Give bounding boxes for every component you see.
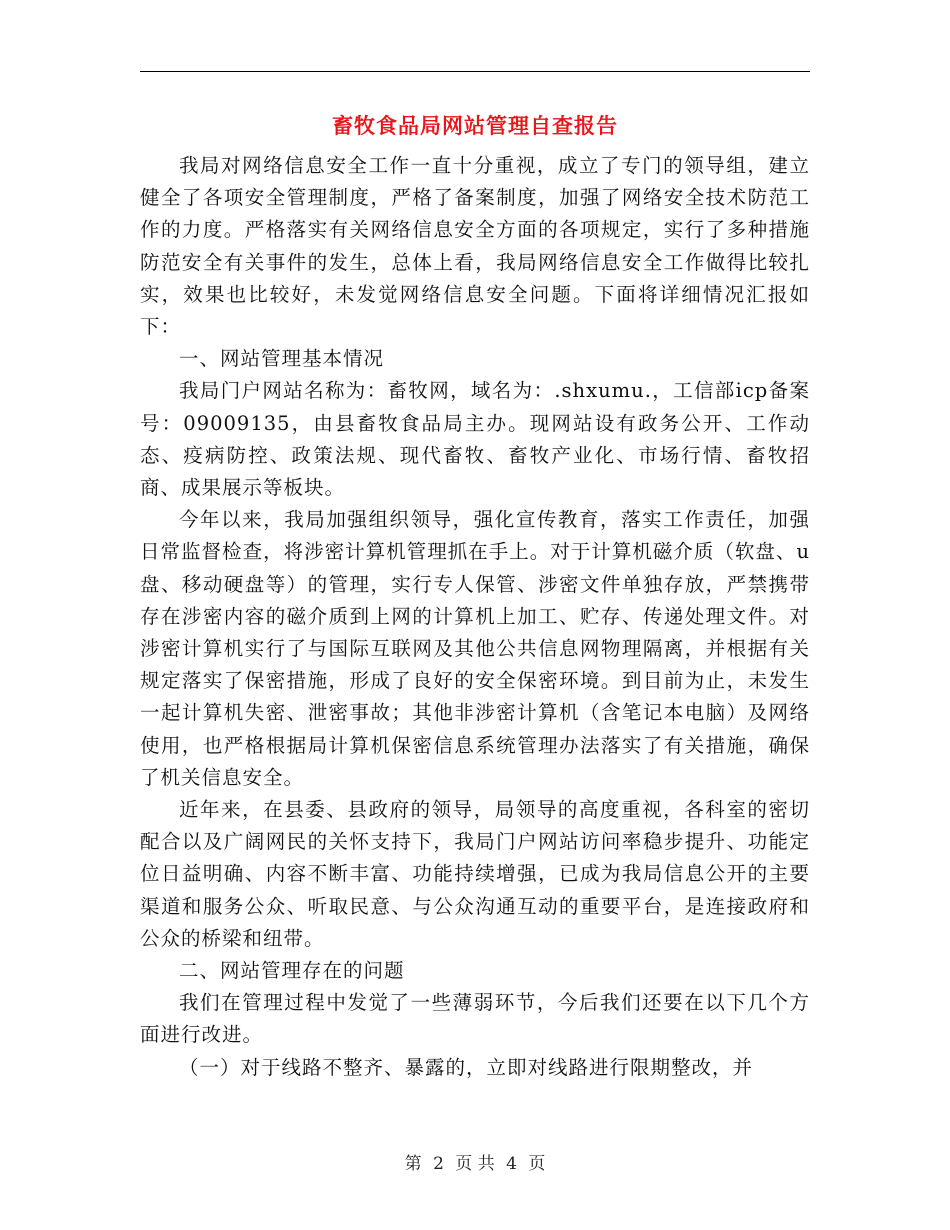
document-title: 畜牧食品局网站管理自查报告 [332,114,618,138]
page-number-total: 4 [506,1154,517,1174]
paragraph-security-management: 今年以来，我局加强组织领导，强化宣传教育，落实工作责任，加强日常监督检查，将涉密计算机管理抓在手上。对于计算机磁介质（软盘、u盘、移动硬盘等）的管理，实行专人保管、涉密文件单独存放，严禁携带存在涉密内容的磁介质到上网的计算机上加工、贮存、传递处理文件。对涉密计算机实行了与国际互联网及其他公共信息网物理隔离，并根据有关规定落实了保密措施，形成了良好的安全保密环境。到目前为止，未发生一起计算机失密、泄密事故；其他非涉密计算机（含笔记本电脑）及网络使用，也严格根据局计算机保密信息系统管理办法落实了有关措施，确保了机关信息安全。 [140,508,810,789]
page-label-prefix: 第 [404,1154,422,1174]
paragraph-item-1: （一）对于线路不整齐、暴露的，立即对线路进行限期整改，并 [179,1055,754,1079]
paragraph-weaknesses: 我们在管理过程中发觉了一些薄弱环节，今后我们还要在以下几个方面进行改进。 [140,991,810,1047]
paragraph-website-progress: 近年来，在县委、县政府的领导，局领导的高度重视，各科室的密切配合以及广阔网民的关怀支持下，我局门户网站访问率稳步提升、功能定位日益明确、内容不断丰富、功能持续增强，已成为我局信息公开的主要渠道和服务公众、听取民意、与公众沟通互动的重要平台，是连接政府和公众的桥梁和纽带。 [140,798,810,950]
section-heading-1: 一、网站管理基本情况 [179,347,385,371]
page-label-suffix: 页 [528,1154,546,1174]
paragraph-intro: 我局对网络信息安全工作一直十分重视，成立了专门的领导组，建立健全了各项安全管理制度，严格了备案制度，加强了网络安全技术防范工作的力度。严格落实有关网络信息安全方面的各项规定，实行了多种措施防范安全有关事件的发生，总体上看，我局网络信息安全工作做得比较扎实，效果也比较好，未发觉网络信息安全问题。下面将详细情况汇报如下： [140,154,810,339]
section-heading-2: 二、网站管理存在的问题 [179,959,405,983]
page-footer [0,1151,950,1177]
header-rule [140,71,810,72]
paragraph-website-info: 我局门户网站名称为：畜牧网，域名为：.shxumu.，工信部icp备案号：09009135，由县畜牧食品局主办。现网站设有政务公开、工作动态、疫病防控、政策法规、现代畜牧、畜牧产业化、市场行情、畜牧招商、成果展示等板块。 [140,379,810,500]
page-label-middle: 页 共 [455,1154,495,1174]
document-body [140,150,810,1084]
page-number-current: 2 [433,1154,444,1174]
